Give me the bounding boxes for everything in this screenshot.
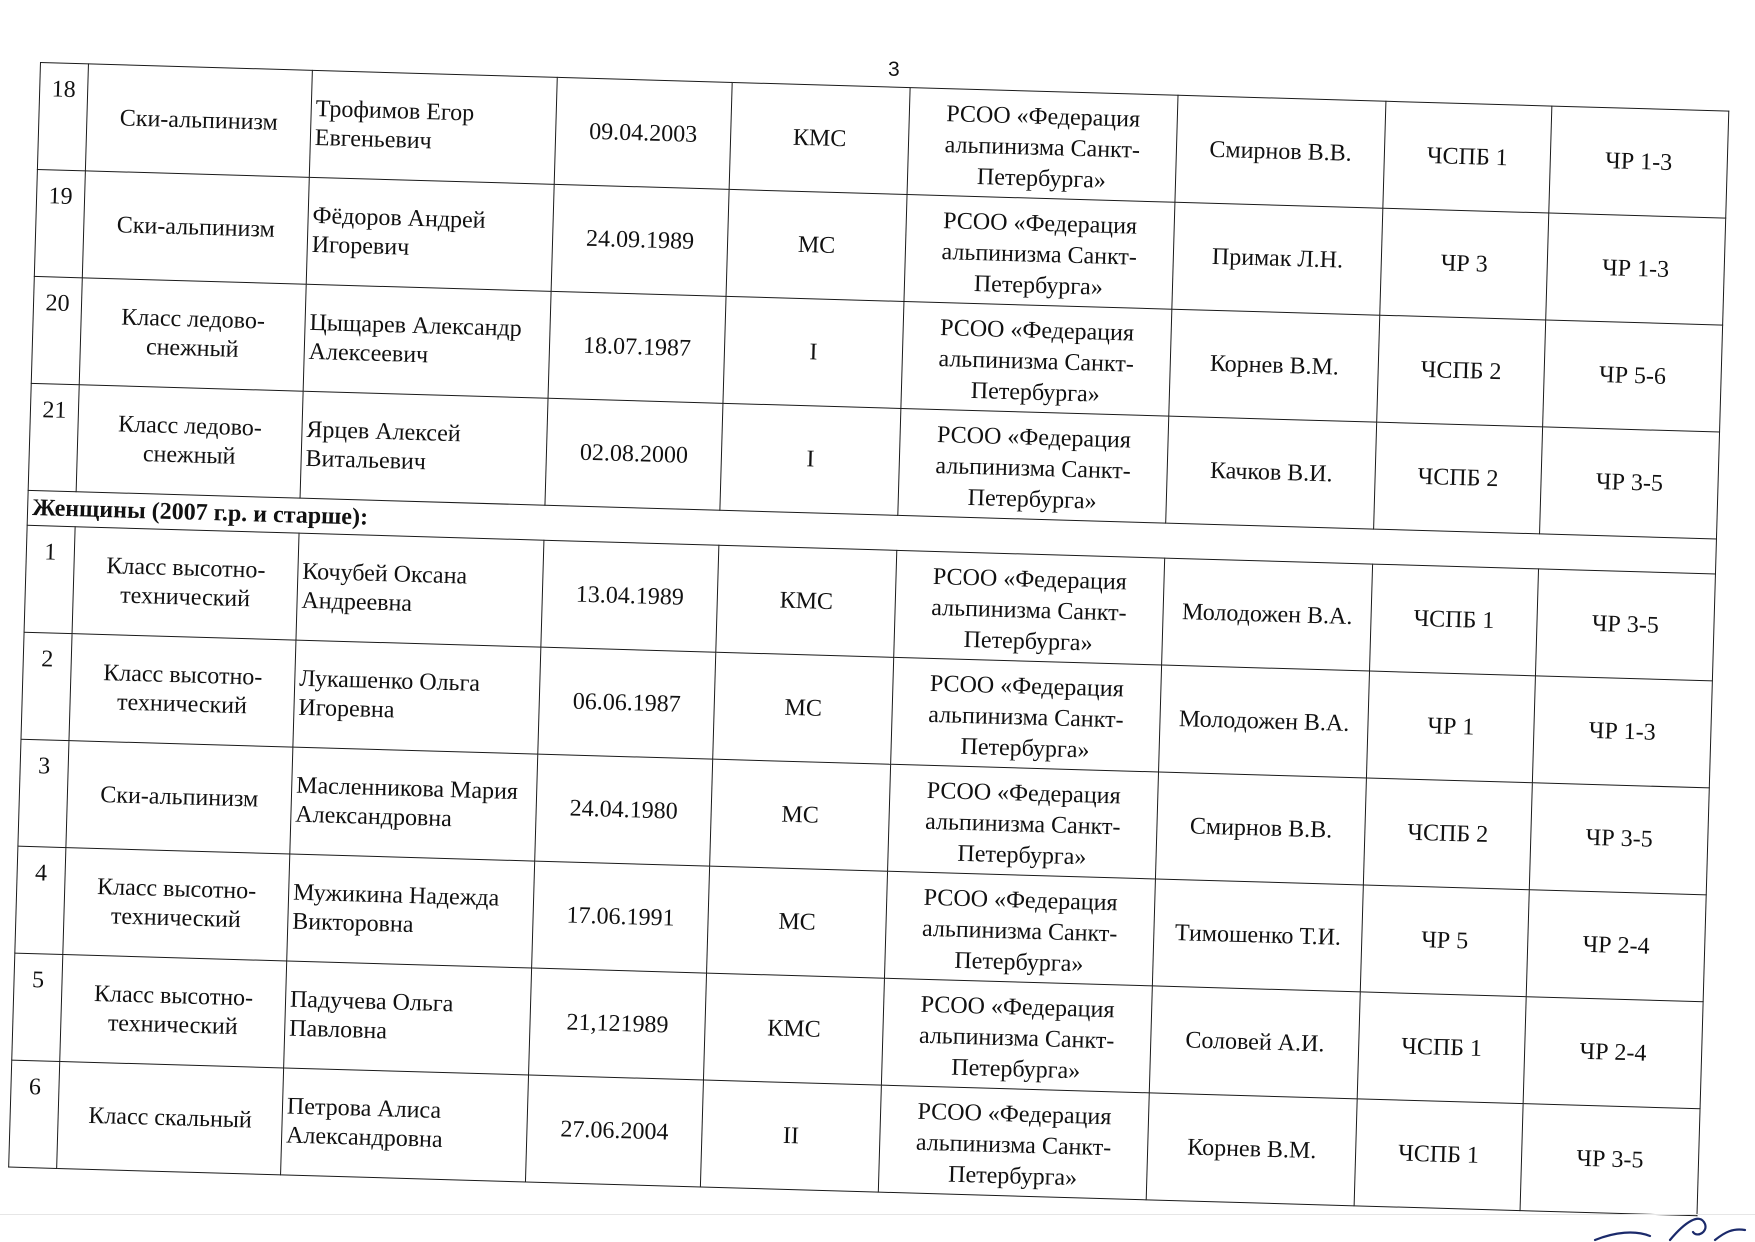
row-number: 18 xyxy=(37,63,88,171)
target-result-cell: ЧР 1-3 xyxy=(1546,213,1726,325)
target-result-cell: ЧР 3-5 xyxy=(1535,569,1715,681)
coach-cell: Корнев В.М. xyxy=(1169,309,1380,422)
athletes-table-wrapper xyxy=(8,62,1729,1216)
row-number: 4 xyxy=(15,846,66,954)
row-number: 6 xyxy=(9,1060,60,1168)
men-rows xyxy=(28,63,1729,539)
athlete-name-cell: Падучева Ольга Павловна xyxy=(284,961,532,1075)
row-number: 1 xyxy=(24,525,75,633)
coach-cell: Качков В.И. xyxy=(1166,416,1377,529)
coach-cell: Смирнов В.В. xyxy=(1156,772,1367,885)
target-result-cell: ЧР 2-4 xyxy=(1526,890,1706,1002)
organization-cell: РСОО «Федерация альпинизма Санкт-Петербурга» xyxy=(878,1085,1150,1200)
discipline-cell: Ски-альпинизм xyxy=(66,741,293,854)
discipline-cell: Ски-альпинизм xyxy=(82,171,309,284)
row-number: 3 xyxy=(18,739,69,847)
birth-date-cell: 27.06.2004 xyxy=(525,1075,704,1187)
athlete-name-cell: Петрова Алиса Александровна xyxy=(281,1068,529,1182)
discipline-cell: Класс ледово-снежный xyxy=(79,278,306,391)
coach-cell: Смирнов В.В. xyxy=(1175,95,1386,208)
qualification-cell: ЧСПБ 1 xyxy=(1354,1099,1523,1211)
coach-cell: Молодожен В.А. xyxy=(1162,558,1373,671)
discipline-cell: Класс скальный xyxy=(57,1061,284,1174)
target-result-cell: ЧР 3-5 xyxy=(1539,427,1719,539)
birth-date-cell: 21,121989 xyxy=(528,968,707,1080)
athlete-name-cell: Трофимов Егор Евгеньевич xyxy=(309,70,557,184)
organization-cell: РСОО «Федерация альпинизма Санкт-Петербурга» xyxy=(887,764,1159,879)
birth-date-cell: 24.04.1980 xyxy=(534,754,713,866)
target-result-cell: ЧР 2-4 xyxy=(1523,997,1703,1109)
qualification-cell: ЧСПБ 2 xyxy=(1363,778,1532,890)
birth-date-cell: 24.09.1989 xyxy=(551,184,730,296)
target-result-cell: ЧР 1-3 xyxy=(1532,676,1712,788)
target-result-cell: ЧР 3-5 xyxy=(1529,783,1709,895)
rank-cell: КМС xyxy=(716,545,896,657)
row-number: 2 xyxy=(21,632,72,740)
rank-cell: МС xyxy=(710,759,890,871)
organization-cell: РСОО «Федерация альпинизма Санкт-Петербурга» xyxy=(890,657,1162,772)
qualification-cell: ЧСПБ 2 xyxy=(1374,422,1543,534)
coach-cell: Соловей А.И. xyxy=(1149,986,1360,1099)
coach-cell: Примак Л.Н. xyxy=(1172,202,1383,315)
rank-cell: МС xyxy=(727,189,907,301)
discipline-cell: Класс высотно-технический xyxy=(60,955,287,1068)
qualification-cell: ЧСПБ 2 xyxy=(1377,315,1546,427)
signature-scribble xyxy=(1575,1202,1755,1242)
target-result-cell: ЧР 5-6 xyxy=(1542,320,1722,432)
target-result-cell: ЧР 3-5 xyxy=(1520,1104,1700,1216)
qualification-cell: ЧСПБ 1 xyxy=(1383,101,1552,213)
qualification-cell: ЧР 3 xyxy=(1380,208,1549,320)
organization-cell: РСОО «Федерация альпинизма Санкт-Петербурга» xyxy=(881,978,1153,1093)
birth-date-cell: 06.06.1987 xyxy=(537,647,716,759)
organization-cell: РСОО «Федерация альпинизма Санкт-Петербурга» xyxy=(907,88,1179,203)
birth-date-cell: 17.06.1991 xyxy=(531,861,710,973)
rank-cell: КМС xyxy=(704,973,884,1085)
rank-cell: КМС xyxy=(730,82,910,194)
discipline-cell: Класс высотно-технический xyxy=(63,848,290,961)
qualification-cell: ЧР 1 xyxy=(1367,671,1536,783)
athlete-name-cell: Лукашенко Ольга Игоревна xyxy=(293,640,541,754)
discipline-cell: Класс ледово-снежный xyxy=(76,385,303,498)
athlete-name-cell: Масленникова Мария Александровна xyxy=(290,747,538,861)
rank-cell: II xyxy=(701,1080,881,1192)
athletes-table xyxy=(8,62,1729,1216)
organization-cell: РСОО «Федерация альпинизма Санкт-Петербурга» xyxy=(893,550,1165,665)
discipline-cell: Класс высотно-технический xyxy=(72,527,299,640)
page-bottom-edge xyxy=(0,1214,1755,1215)
qualification-cell: ЧР 5 xyxy=(1360,885,1529,997)
rank-cell: МС xyxy=(707,866,887,978)
birth-date-cell: 02.08.2000 xyxy=(544,398,723,510)
target-result-cell: ЧР 1-3 xyxy=(1549,106,1729,218)
discipline-cell: Ски-альпинизм xyxy=(85,64,312,177)
birth-date-cell: 18.07.1987 xyxy=(548,291,727,403)
coach-cell: Молодожен В.А. xyxy=(1159,665,1370,778)
page-number: 3 xyxy=(888,58,900,81)
rank-cell: МС xyxy=(713,652,893,764)
qualification-cell: ЧСПБ 1 xyxy=(1357,992,1526,1104)
athlete-name-cell: Фёдоров Андрей Игоревич xyxy=(306,177,554,291)
qualification-cell: ЧСПБ 1 xyxy=(1370,564,1539,676)
discipline-cell: Класс высотно-технический xyxy=(69,634,296,747)
row-number: 5 xyxy=(12,953,63,1061)
row-number: 20 xyxy=(31,276,82,384)
coach-cell: Корнев В.М. xyxy=(1146,1093,1357,1206)
organization-cell: РСОО «Федерация альпинизма Санкт-Петербурга» xyxy=(904,195,1176,310)
organization-cell: РСОО «Федерация альпинизма Санкт-Петербурга» xyxy=(900,301,1172,416)
row-number: 21 xyxy=(28,383,79,491)
birth-date-cell: 13.04.1989 xyxy=(540,540,719,652)
women-rows xyxy=(9,525,1716,1215)
section-women-heading: Женщины (2007 г.р. и старше): xyxy=(27,490,1716,574)
organization-cell: РСОО «Федерация альпинизма Санкт-Петербурга» xyxy=(897,408,1169,523)
rank-cell: I xyxy=(723,296,903,408)
rank-cell: I xyxy=(720,403,900,515)
athlete-name-cell: Ярцев Алексей Витальевич xyxy=(300,391,548,505)
birth-date-cell: 09.04.2003 xyxy=(554,77,733,189)
athlete-name-cell: Мужикина Надежда Викторовна xyxy=(287,854,535,968)
athlete-name-cell: Кочубей Оксана Андреевна xyxy=(296,533,544,647)
row-number: 19 xyxy=(34,169,85,277)
organization-cell: РСОО «Федерация альпинизма Санкт-Петербурга» xyxy=(884,871,1156,986)
coach-cell: Тимошенко Т.И. xyxy=(1153,879,1364,992)
athlete-name-cell: Цыщарев Александр Алексеевич xyxy=(303,284,551,398)
